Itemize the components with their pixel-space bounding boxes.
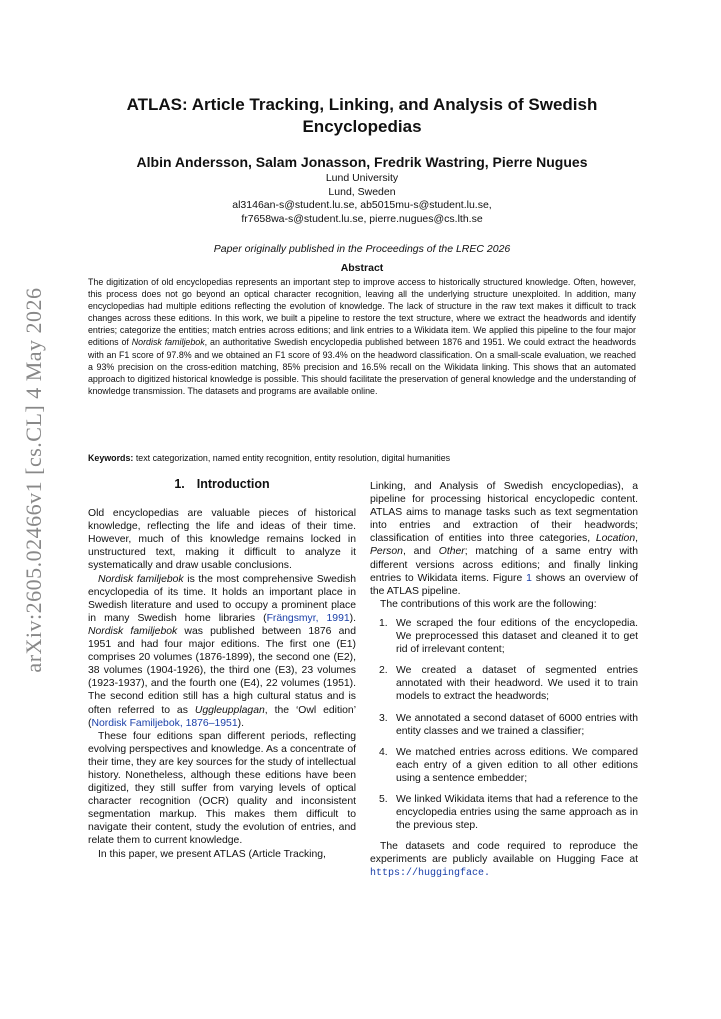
affiliation-university: Lund University	[325, 172, 399, 184]
intro-paragraph-2	[88, 573, 356, 730]
citation-link-frangsmyr[interactable]: Frängsmyr, 1991	[266, 612, 350, 624]
emphasis: Location	[595, 533, 636, 545]
emphasis: Other	[438, 546, 465, 558]
affiliation-block	[88, 172, 636, 226]
contributions-intro: The contributions of this work are the following:	[380, 598, 597, 610]
left-column	[88, 478, 356, 861]
list-item-number: 5.	[379, 793, 388, 805]
huggingface-url-link[interactable]: https://huggingface.	[370, 868, 491, 880]
text-run: The datasets and code required to reproduce the experiments are publicly available on Hugging Face at	[370, 841, 638, 866]
text-run: , and	[402, 546, 439, 558]
abstract-text	[88, 276, 636, 397]
text-run: was published between 1876 and 1951 and had four major editions. The first one (E1) comprises 20 volumes (1876-1899), the second one (E2), 38 volumes (1904-1926), the third one (E3), 23 volumes (1923-1937), and the fourth one (E4), 22 volumes (1951). The second edition still has a high cultural status and is often referred to as	[88, 625, 356, 716]
list-item-text: We linked Wikidata items that had a reference to the encyclopedia entries using the same approach as in the previous step.	[396, 793, 638, 832]
arxiv-sidebar	[14, 287, 54, 673]
list-item-text: We annotated a second dataset of 6000 entries with entity classes and we trained a classifier;	[396, 712, 638, 737]
contributions-list	[370, 617, 638, 832]
abstract-part-b: , an authoritative Swedish encyclopedia published between 1876 and 1951. We could extract the headwords with an F1 score of 97.8% and we obtained an F1 score of 93.4% on the headword classification. On a small-scale evaluation, we reached a 93% precision on the cross-edition matching, 85% precision and 16.5% recall on the Wikidata linking. This shows that an automated approach to digitized historical knowledge is possible. This should facilitate the preservation of general knowledge and the understanding of knowledge transmission. The datasets and programs are available online.	[88, 337, 636, 396]
text-run: ; matching of a same entry with different versions across editions; and finally linking entries to Wikidata items. Figure	[370, 546, 638, 584]
list-item-text: We created a dataset of segmented entries annotated with their headword. We used it to train models to extract the headwords;	[396, 665, 638, 703]
intro-paragraph-4: In this paper, we present ATLAS (Article Tracking,	[98, 848, 326, 860]
list-item	[370, 793, 638, 832]
publication-note: Paper originally published in the Proceedings of the LREC 2026	[213, 243, 511, 255]
author-emails-1: al3146an-s@student.lu.se, ab5015mu-s@student.lu.se,	[232, 199, 492, 211]
abstract-heading: Abstract	[340, 262, 384, 274]
list-item-number: 4.	[379, 746, 388, 758]
emphasis: Nordisk familjebok	[88, 625, 178, 637]
author-emails-2: fr7658wa-s@student.lu.se, pierre.nugues@cs.lth.se	[241, 212, 483, 225]
section-title: Introduction	[196, 477, 270, 491]
title-line-2: Encyclopedias	[302, 117, 422, 136]
list-item-text: We matched entries across editions. We compared each entry of a given edition to all other editions using a sentence embedder;	[396, 746, 638, 784]
list-item-number: 3.	[379, 712, 388, 724]
keywords-text: text categorization, named entity recognition, entity resolution, digital humanities	[133, 453, 451, 463]
list-item	[370, 664, 638, 703]
abstract-part-a: The digitization of old encyclopedias represents an important step to improve access to historically structured knowledge. Often, however, this process does not go beyond an optical character recognition, leaving all the underlying structure unexploited. In addition, many encyclopedias had multiple editions reflecting the evolution of knowledge. The lack of structure in the raw text makes it difficult to track changes across these editions. In this work, we built a pipeline to restore the text structure, where we extract the headwords and identify entries; categorize the entities; match entries across editions; and link entries to a Wikidata item. We applied this pipeline to the four major editions of	[88, 277, 636, 348]
arxiv-identifier: arXiv:2605.02466v1 [cs.CL] 4 May 2026	[21, 287, 46, 673]
paper-title	[88, 94, 636, 138]
text-run: Linking, and Analysis of Swedish encyclopedias), a pipeline for processing historical encyclopedic content. ATLAS aims to manage tasks such as text segmentation into entries and extraction of their headwords; classification of entities into three categories,	[370, 481, 638, 545]
text-run: ).	[237, 717, 244, 729]
section-heading-introduction	[88, 478, 356, 491]
section-number: 1.	[174, 477, 185, 491]
citation-link-nordisk-familjebok[interactable]: Nordisk Familjebok, 1876–1951	[91, 717, 238, 729]
affiliation-city: Lund, Sweden	[328, 185, 396, 198]
text-run: shows an overview of the ATLAS pipeline.	[370, 572, 638, 597]
right-column	[370, 480, 638, 881]
availability-paragraph	[370, 840, 638, 880]
keywords	[88, 453, 636, 463]
emphasis: Nordisk familjebok	[98, 573, 184, 585]
list-item-number: 2.	[379, 665, 388, 677]
text-run: is the most comprehensive Swedish encyclopedia of its time. It holds an important place in Swedish literature and used to occupy a prominent place in many Swedish home libraries (	[88, 573, 356, 624]
intro-paragraph-4-continued	[370, 480, 638, 598]
intro-paragraph-3: These four editions span different periods, reflecting evolving perspectives and knowledge. As a concentrate of their time, they are key sources for the study of intellectual history. Nonetheless, although these editions have been digitized, they still suffer from varying levels of optical character recognition (OCR) quality and inconsistent segmentation markup. This makes them difficult to navigate their content, study the evolution of entries, and relate them to current knowledge.	[88, 730, 356, 847]
text-run: ).	[349, 612, 356, 624]
intro-paragraph-1: Old encyclopedias are valuable pieces of historical knowledge, reflecting the life and ideas of their time. However, much of this knowledge remains locked in unstructured text, making it difficult to analyze it systematically and draw usable conclusions.	[88, 508, 356, 572]
text-run: , the ‘Owl edition’ (	[88, 704, 357, 729]
text-run: ,	[635, 533, 638, 545]
emphasis: Person	[370, 546, 403, 558]
title-line-1: ATLAS: Article Tracking, Linking, and Analysis of Swedish	[126, 95, 598, 114]
emphasis: Uggleupplagan	[194, 704, 265, 716]
list-item-text: We scraped the four editions of the encyclopedia. We preprocessed this dataset and cleaned it to get rid of irrelevant content;	[396, 617, 638, 656]
list-item-number: 1.	[379, 617, 388, 629]
list-item	[370, 617, 638, 656]
keywords-label: Keywords:	[88, 453, 134, 463]
author-list: Albin Andersson, Salam Jonasson, Fredrik Wastring, Pierre Nugues	[136, 154, 588, 170]
figure-reference-link[interactable]: 1	[526, 572, 532, 584]
list-item	[370, 712, 638, 738]
abstract-emphasis: Nordisk familjebok	[131, 337, 205, 348]
list-item	[370, 746, 638, 785]
